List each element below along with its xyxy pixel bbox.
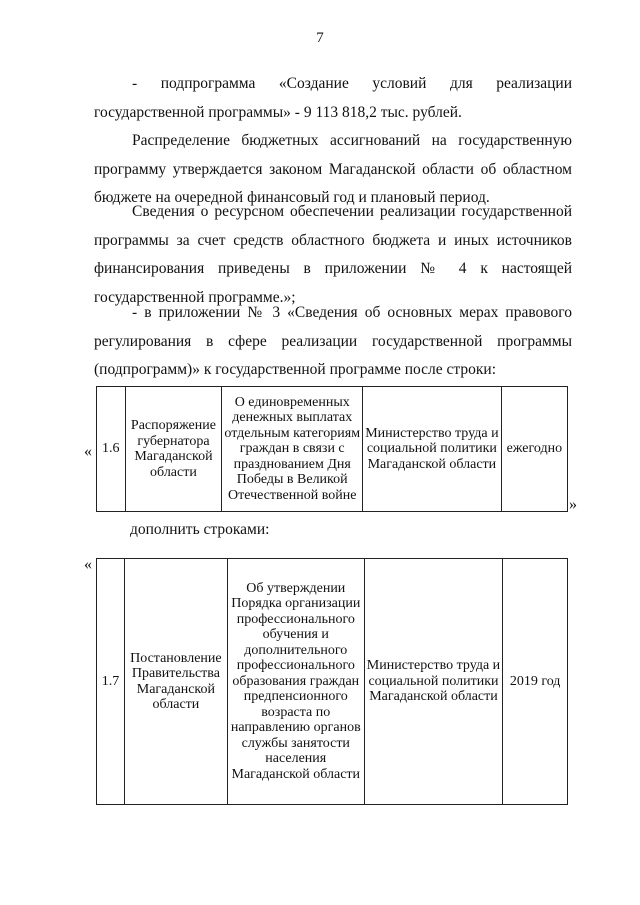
table1-close-quote: »	[569, 496, 577, 513]
row-number: 1.7	[97, 559, 125, 805]
table1-open-quote: «	[84, 443, 92, 460]
document-type: Постановление Правительства Магаданской области	[124, 559, 227, 805]
row-number: 1.6	[97, 387, 126, 512]
executor: Министерство труда и социальной политики Магаданской области	[364, 559, 503, 805]
table2-open-quote: «	[84, 556, 92, 573]
paragraph-appendix-3: - в приложении № 3 «Сведения об основных мерах правового регулирования в сфере реализации государственной программы (подпрограмм)» к государственной программе после строки:	[94, 304, 572, 378]
implementation-term: 2019 год	[503, 559, 568, 805]
table-row	[97, 387, 568, 512]
add-rows-text: дополнить строками:	[130, 521, 270, 538]
implementation-term: ежегодно	[501, 387, 567, 512]
document-type: Распоряжение губернатора Магаданской области	[125, 387, 222, 512]
paragraph-subprogram: - подпрограмма «Создание условий для реализации государственной программы» - 9 113 818,2 тыс. рублей.	[94, 75, 572, 121]
executor: Министерство труда и социальной политики Магаданской области	[363, 387, 502, 512]
regulation-table-row-1-7	[96, 558, 568, 805]
table-row	[97, 559, 568, 805]
regulation-table-row-1-6	[96, 386, 568, 512]
document-content: Об утверждении Порядка организации профессионального обучения и дополнительного профессионального образования граждан предпенсионного возраста по направлению органов службы занятости населения Магаданской области	[227, 559, 364, 805]
page-number: 7	[316, 30, 324, 46]
document-content: О единовременных денежных выплатах отдельным категориям граждан в связи с празднованием Дня Победы в Великой Отечественной войне	[222, 387, 363, 512]
paragraph-budget-distribution: Распределение бюджетных ассигнований на государственную программу утверждается законом Магаданской области об областном бюджете на очередной финансовый год и плановый период.	[94, 132, 572, 206]
paragraph-resource-info: Сведения о ресурсном обеспечении реализации государственной программы за счет средств областного бюджета и иных источников финансирования приведены в приложении № 4 к настоящей государственной программе.»;	[94, 203, 572, 306]
